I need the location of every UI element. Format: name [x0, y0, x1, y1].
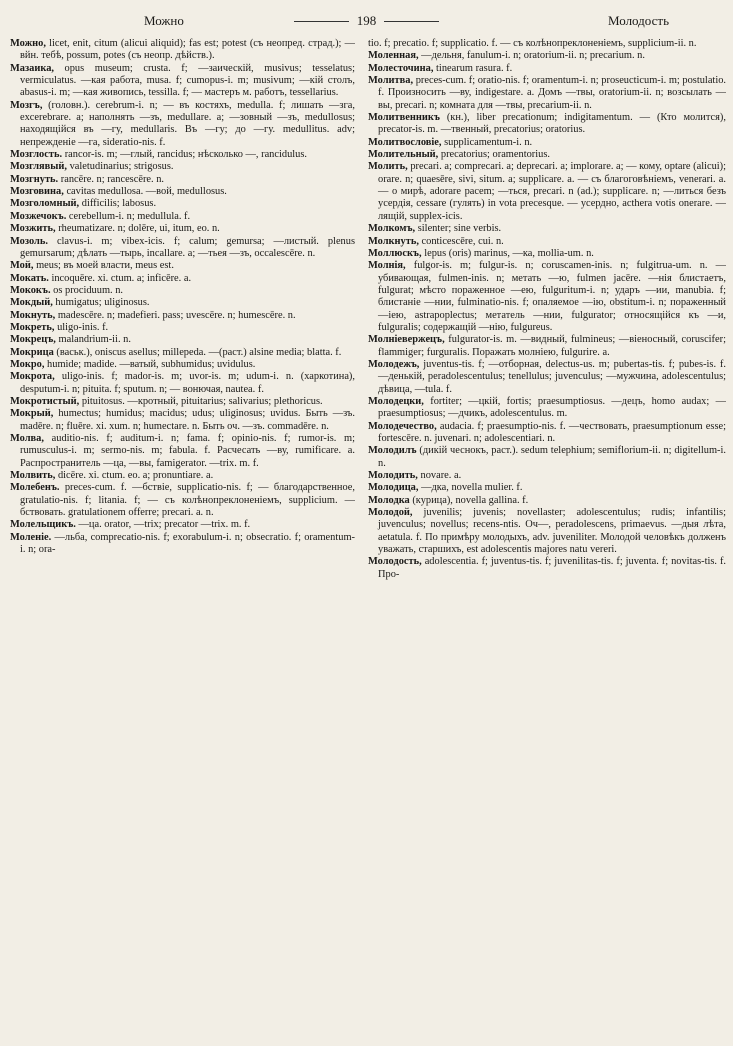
entry-headword: Мозжечокъ. [10, 210, 67, 222]
dictionary-entry [368, 359, 726, 396]
entry-headword: Молодица, [368, 482, 419, 494]
entry-definition: dicēre. xi. ctum. eo. a; pronuntiare. a. [57, 470, 214, 482]
dictionary-entry [10, 310, 355, 322]
entry-headword: Моленіе. [10, 531, 52, 543]
entry-definition: valetudinarius; strigosus. [69, 161, 174, 173]
entry-definition: conticescēre, cui. n. [421, 235, 504, 247]
dictionary-entry [10, 211, 355, 223]
entry-headword: Мазаика, [10, 62, 54, 74]
entry-headword: Моленная, [368, 50, 419, 62]
dictionary-entry [368, 248, 726, 260]
dictionary-entry [10, 408, 355, 433]
entry-definition: preces-cum. f; oratio-nis. f; oramentum-i. n; proseucticum-i. m; postulatio. f. Произносить —ву, indigestare. a. Домъ —твы, oratorium-ii. n; возсылать —вы, precari. n; комната для —твы, precarium-ii. n. [378, 75, 726, 111]
dictionary-entry [10, 433, 355, 470]
entry-definition: supplicamentum-i. n. [444, 136, 533, 148]
entry-headword: Молнія, [368, 260, 406, 272]
entry-definition: os prociduum. n. [53, 284, 124, 296]
entry-headword: Молодить, [368, 470, 418, 482]
entry-headword: Мой, [10, 260, 34, 272]
entry-definition: uligo-inis. f. [57, 321, 109, 333]
dictionary-entry [368, 421, 726, 446]
entry-definition: precari. a; comprecari. a; deprecari. a; implorare. a; — кому, optare (alicui); orare. n; quaesēre, sivi, situm. a; supplicare. a. — съ благоговѣніемъ, venerari. a. — о мирѣ, adorare pacem; —ться, precari. n (ad.); supplicare. n; —литься безъ усердія, cessare (гулять) in vota precesque. — усердно, acthera votis onerare. —лящій, supplex-icis. [378, 161, 726, 222]
page-number: 198 [356, 13, 377, 28]
entry-headword: Молодецки, [368, 395, 424, 407]
dictionary-entry [368, 482, 726, 494]
entry-headword: Мокать. [10, 272, 49, 284]
dictionary-entry [10, 359, 355, 371]
entry-headword: Мокрица [10, 346, 54, 358]
entry-definition: auditio-nis. f; auditum-i. n; fama. f; opinio-nis. f; rumor-is. m; rumusculus-i. m; sermo-nis. m; fabula. f. Расчесать —ву, rumificare. a. Распространитель —ца, —вы, famigerator. —trix. m. f. [20, 433, 355, 469]
dictionary-entry [368, 137, 726, 149]
entry-definition: audacia. f; praesumptio-nis. f. —чествовать, praesumptionum esse; fortescēre. n. juvenari. n; adolescentiari. n. [378, 420, 726, 444]
dictionary-entry [10, 38, 355, 63]
dictionary-entry [368, 63, 726, 75]
dictionary-entry [368, 236, 726, 248]
entry-definition: meus; въ моей власти, meus est. [36, 260, 174, 272]
dictionary-entry [10, 285, 355, 297]
entry-headword: Мокрецъ, [10, 334, 56, 346]
entry-headword: Мозговина, [10, 186, 64, 198]
entry-headword: Моллюскъ, [368, 247, 422, 259]
dictionary-entry [10, 347, 355, 359]
dictionary-entry [10, 482, 355, 519]
entry-headword: Молкнуть, [368, 235, 419, 247]
dictionary-entry [10, 297, 355, 309]
dictionary-entry [10, 334, 355, 346]
entry-headword: Молкомъ, [368, 223, 416, 235]
entry-headword: Мозглость. [10, 149, 63, 161]
entry-definition: —дка, novella mulier. f. [421, 482, 523, 494]
entry-definition: preces-cum. f. —бствіе, supplicatio-nis. f; — благодарственное, gratulatio-nis. f; litania. f; — съ колѣнопреклоненіемъ, supplicium. —бствовать. gratulationem offerre; precari. a. n. [20, 482, 355, 519]
dictionary-entry [10, 174, 355, 186]
entry-definition: —ца. orator, —trix; precator —trix. m. f. [78, 519, 251, 531]
entry-headword: Молить, [368, 161, 408, 173]
entry-headword: Мокрый, [10, 408, 54, 420]
entry-headword: Молодечество, [368, 420, 437, 432]
entry-headword: Мокротистый, [10, 395, 80, 407]
entry-definition: pituitosus. —кротный, pituitarius; salivarius; plethoricus. [81, 395, 323, 407]
entry-headword: Мокнуть, [10, 309, 56, 321]
entry-headword: Молитвенникъ [368, 112, 440, 124]
header-rule-right [384, 21, 439, 22]
dictionary-entry [368, 334, 726, 359]
entry-definition: lepus (oris) marinus, —ка, mollia-um. n. [424, 247, 594, 259]
dictionary-entry [10, 236, 355, 261]
dictionary-entry [10, 186, 355, 198]
header-left-word: Можно [144, 13, 184, 28]
dictionary-entry [368, 50, 726, 62]
dictionary-entry [368, 507, 726, 556]
entry-definition: silenter; sine verbis. [417, 223, 502, 235]
right-column [368, 38, 726, 1038]
entry-definition: (васьк.), oniscus asellus; millepeda. —(раст.) alsine media; blatta. f. [56, 346, 342, 358]
dictionary-entry [368, 75, 726, 112]
entry-definition: tio. f; precatio. f; supplicatio. f. — съ колѣнопреклоненіемъ, supplicium-ii. n. [368, 38, 697, 49]
entry-headword: Молодость, [368, 556, 422, 568]
entry-definition: licet, enit, citum (alicui aliquid); fas est; potest (съ неопред. страд.); — вйн. тебѣ, possum, potes (съ неопр. дѣйств.). [20, 38, 355, 62]
entry-definition: rancor-is. m; —глый, rancidus; нѣсколько —, rancidulus. [64, 149, 307, 161]
entry-headword: Молніевержецъ, [368, 334, 445, 346]
entry-definition: juvenilis; juvenis; novellaster; adolescentulus; rudis; infantilis; juvenculus; novellus; recens-ntis. Оч—, peradolescens, primaevus. —дыя лѣта, aetatula. f. По примѣру молодыхъ, adv. juveniliter. Молодой человѣкъ долженъ уважать, старшихъ, est adolescentis majores natu vereri. [378, 507, 726, 556]
entry-definition: adolescentia. f; juventus-tis. f; juvenilitas-tis. f; juventa. f; novitas-tis. f. Про- [378, 556, 726, 580]
entry-headword: Молесточина, [368, 62, 434, 74]
entry-definition: rancēre. n; rancescēre. n. [60, 173, 165, 185]
running-header [24, 10, 709, 32]
entry-definition: humigatus; uliginosus. [55, 297, 150, 309]
entry-headword: Молодой, [368, 507, 413, 519]
entry-definition: fortiter; —цкій, fortis; praesumptiosus. —децъ, homo audax; —praesumptiosus; —дчикъ, adolescentulus. m. [378, 395, 726, 420]
entry-headword: Молитвословіе, [368, 136, 442, 148]
entry-definition: cerebellum-i. n; medullula. f. [68, 210, 191, 222]
dictionary-entry [10, 223, 355, 235]
entry-definition: fulgor-is. m; fulgur-is. n; coruscamen-inis. n; fulgitrua-um. n. — убивающая, fulmen-inis. n; метать —ю, fulmen jacēre. —нія блистаетъ, fulgurat; мѣсто пораженное —ею, fulguritum-i. n; ударъ —ии, manubia. f; блистаніе —нии, fulminatio-nis. f; опаляемое —ію, obstitum-i. n; пораженный —іею, astrapoplectus; метатель —нии, fulgurator; относящійся къ —и, fulguralis; содержащій —нію, fulgureus. [378, 260, 726, 333]
entry-headword: Молвить, [10, 470, 56, 482]
dictionary-entry [10, 260, 355, 272]
entry-definition: madescēre. n; madefieri. pass; uvescēre. n; humescēre. n. [57, 309, 296, 321]
entry-definition: novare. a. [420, 470, 462, 482]
entry-headword: Молительный, [368, 149, 439, 161]
entry-definition: incoquēre. xi. ctum. a; inficēre. a. [51, 272, 192, 284]
entry-definition: (дикій чеснокъ, раст.). sedum telephium; semiflorium-ii. n; digitellum-i. n. [378, 445, 726, 469]
entry-headword: Молитва, [368, 75, 414, 87]
entry-headword: Мозгнуть. [10, 173, 59, 185]
entry-headword: Молодежъ, [368, 358, 420, 370]
entry-definition: juventus-tis. f; —отборная, delectus-us. m; pubertas-tis. f; pubes-is. f. —денькій, peradolescentulus; tenellulus; juvenculus; —мужчина, adolescentulus; дѣвица, —tula. f. [378, 358, 726, 395]
entry-definition: —льба, comprecatio-nis. f; exorabulum-i. n; obsecratio. f; oramentum-i. n; ora- [20, 531, 355, 556]
dictionary-entry [10, 63, 355, 100]
entry-headword: Мокрота, [10, 371, 55, 383]
entry-headword: Мозголомный, [10, 198, 80, 210]
entry-headword: Можно, [10, 38, 46, 49]
entry-headword: Молебенъ. [10, 482, 60, 494]
entry-definition: opus musеum; crusta. f; —заическій, musivus; tesselatus; vermiculatus. —кая работа, musa. f; cumopus-i. m; musivum; —кій столъ, abasus-i. m; —кая живопись, tessilla. f; — мастеръ м. работъ, tessellarius. [20, 62, 355, 99]
dictionary-entry [10, 149, 355, 161]
dictionary-entry [10, 161, 355, 173]
dictionary-entry [368, 38, 726, 50]
dictionary-entry [10, 371, 355, 396]
dictionary-entry [10, 100, 355, 149]
entry-definition: humide; madide. —ватый, subhumidus; uvidulus. [47, 358, 256, 370]
entry-definition: tinearum rasura. f. [436, 62, 513, 74]
entry-headword: Мозоль. [10, 235, 48, 247]
left-column [10, 38, 355, 1038]
dictionary-entry [10, 322, 355, 334]
entry-headword: Молва, [10, 433, 44, 444]
entry-definition: rheumatizare. n; dolēre, ui, itum, eo. n. [58, 223, 220, 235]
entry-definition: precatorius; oramentorius. [440, 149, 550, 161]
entry-headword: Мокро, [10, 358, 45, 370]
dictionary-entry [10, 273, 355, 285]
dictionary-entry [10, 396, 355, 408]
entry-definition: (кн.), liber precationum; indigitamentum. — (Кто молится), precator-is. m. —твенный, precatorius; oratorius. [378, 112, 726, 136]
entry-definition: (головн.). cerebrum-i. n; — въ костяхъ, medulla. f; лишать —зга, excerebrare. a; наполнять —зъ, medullare. a; —зовный —зъ, medullosus; находящійся въ —гу, medullaris. Въ —гу; до —гу. medullitus. adv; непрежденіе —га, sideratio-nis. f. [20, 99, 355, 148]
dictionary-entry [368, 445, 726, 470]
dictionary-entry [10, 519, 355, 531]
dictionary-entry [368, 223, 726, 235]
dictionary-entry [10, 198, 355, 210]
dictionary-entry [368, 470, 726, 482]
entry-headword: Молодка [368, 494, 410, 506]
entry-headword: Молодилъ [368, 445, 417, 457]
entry-headword: Молельщикъ. [10, 519, 76, 531]
entry-definition: uligo-inis. f; mador-is. m; uvor-is. m; udum-i. n. (харкотина), desputum-i. n; pituita. f; sputum. n; — вонючая, nautea. f. [20, 371, 355, 395]
entry-headword: Мокреть, [10, 321, 55, 333]
entry-definition: clavus-i. m; vibex-icis. f; calum; gemursa; —листый. plenus gemursarum; дѣлать —тырь, incallare. a; —тьея —зъ, occalescēre. n. [20, 235, 355, 259]
entry-definition: malandrium-ii. n. [58, 334, 131, 346]
dictionary-entry [368, 495, 726, 507]
header-rule-left [294, 21, 349, 22]
entry-headword: Мокдый, [10, 297, 53, 309]
header-right-word: Молодость [608, 13, 669, 28]
dictionary-entry [368, 161, 726, 223]
entry-definition: (курица), novella gallina. f. [412, 494, 529, 506]
entry-definition: cavitas medullosa. —вой, medullosus. [66, 186, 227, 198]
entry-definition: humectus; humidus; macidus; udus; uliginosus; uvidus. Быть —зъ. madēre. n; fluēre. xi. xum. n; humectare. n. Быть оч. —зъ. commadēre. n. [20, 408, 355, 432]
dictionary-entry [368, 260, 726, 334]
dictionary-entry [368, 149, 726, 161]
entry-headword: Мококъ. [10, 284, 51, 296]
entry-definition: fulgurator-is. m. —видный, fulmineus; —віеносный, coruscifer; flammiger; furguralis. Поражать молніею, fulgurire. a. [378, 334, 726, 358]
entry-headword: Мозглявый, [10, 161, 67, 173]
header-center [294, 13, 440, 29]
dictionary-entry [368, 112, 726, 137]
entry-definition: —дельня, fanulum-i. n; oratorium-ii. n; precarium. n. [421, 50, 645, 62]
dictionary-entry [10, 470, 355, 482]
entry-headword: Мозжить, [10, 223, 56, 235]
entry-headword: Мозгъ, [10, 99, 43, 111]
dictionary-entry [10, 532, 355, 557]
dictionary-entry [368, 396, 726, 421]
entry-definition: difficilis; labosus. [81, 198, 157, 210]
dictionary-entry [368, 556, 726, 581]
